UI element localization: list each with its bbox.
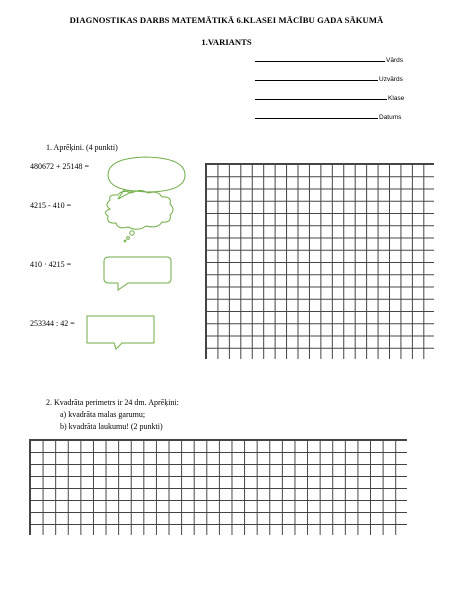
task1-heading: 1. Aprēķini. (4 punkti) — [46, 143, 118, 152]
expression-1: 480672 + 25148 = — [30, 162, 90, 171]
task2-item-b: b) kvadrāta laukumu! (2 punkti) — [60, 422, 163, 431]
task2-heading: 2. Kvadrāta perimetrs ir 24 dm. Aprēķini: — [46, 398, 179, 407]
class-label: Klase — [388, 95, 405, 102]
grid-task1[interactable] — [205, 163, 434, 359]
variant-title: 1.VARIANTS — [201, 37, 252, 47]
expression-3: 410 · 4215 = — [30, 260, 72, 269]
cloud-tail-2 — [127, 237, 130, 240]
surname-label: Uzvārds — [379, 76, 403, 83]
expression-2: 4215 - 410 = — [30, 201, 72, 210]
name-label: Vārds — [386, 57, 403, 64]
cloud-tail-3 — [124, 240, 126, 242]
worksheet-title: DIAGNOSTIKAS DARBS MATEMĀTIKĀ 6.KLASEI MĀCĪBU GADA SĀKUMĀ — [69, 15, 384, 25]
task2-item-a: a) kvadrāta malas garumu; — [60, 410, 146, 419]
cloud-callout-2 — [105, 191, 173, 230]
date-label: Datums — [379, 114, 402, 121]
rounded-callout-3 — [104, 257, 171, 290]
grid-task2[interactable] — [29, 439, 407, 535]
rect-callout-4 — [87, 316, 154, 349]
expression-4: 253344 : 42 = — [30, 319, 75, 328]
cloud-tail-1 — [130, 231, 134, 235]
